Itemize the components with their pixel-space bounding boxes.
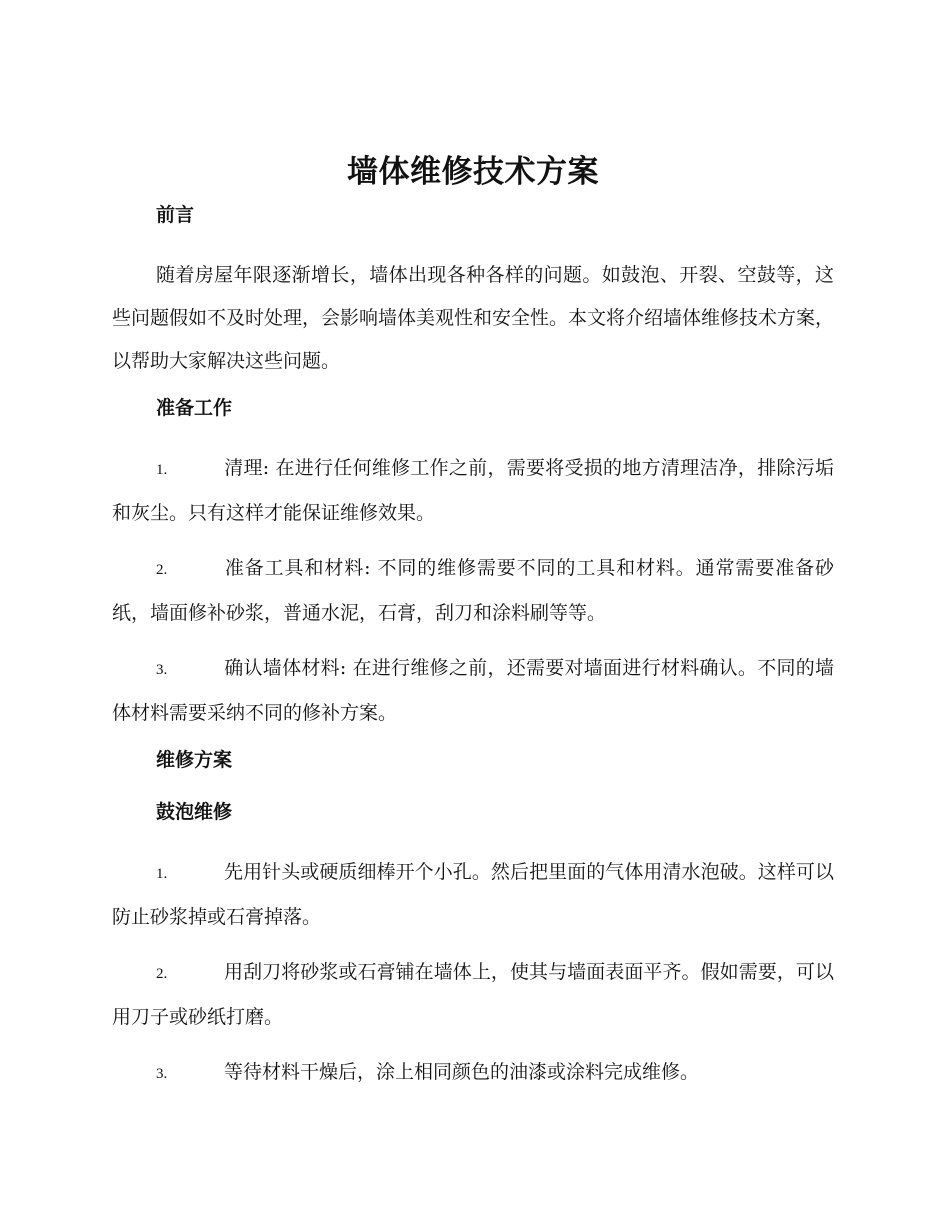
- heading-preface: 前言: [156, 204, 195, 226]
- list-number: 2.: [156, 562, 168, 578]
- list-text: 用刮刀将砂浆或石膏铺在墙体上，使其与墙面表面平齐。假如需要，可以用刀子或砂纸打磨。: [112, 961, 834, 1028]
- list-item: [112, 951, 834, 1039]
- preface-paragraph: 随着房屋年限逐渐增长，墙体出现各种各样的问题。如鼓泡、开裂、空鼓等，这些问题假如不及时处理，会影响墙体美观性和安全性。本文将介绍墙体维修技术方案，以帮助大家解决这些问题。: [112, 264, 835, 372]
- list-number: 1.: [156, 866, 168, 882]
- list-item: [112, 647, 834, 735]
- list-text: 清理: 在进行任何维修工作之前，需要将受损的地方清理洁净，排除污垢和灰尘。只有这样才能保证维修效果。: [112, 457, 834, 524]
- list-item: [112, 447, 834, 535]
- document-body: [112, 150, 834, 1108]
- list-number: 3.: [156, 1066, 168, 1082]
- list-item: [112, 1051, 834, 1096]
- list-number: 2.: [156, 966, 168, 982]
- list-item: [112, 851, 834, 939]
- list-text: 准备工具和材料: 不同的维修需要不同的工具和材料。通常需要准备砂纸，墙面修补砂浆，普通水泥，石膏，刮刀和涂料刷等等。: [112, 557, 834, 624]
- heading-bubble-repair: 鼓泡维修: [156, 801, 233, 823]
- list-number: 1.: [156, 462, 168, 478]
- list-text: 先用针头或硬质细棒开个小孔。然后把里面的气体用清水泡破。这样可以防止砂浆掉或石膏掉落。: [112, 861, 834, 928]
- list-number: 3.: [156, 662, 168, 678]
- list-item: [112, 547, 834, 635]
- list-text: 确认墙体材料: 在进行维修之前，还需要对墙面进行材料确认。不同的墙体材料需要采纳不同的修补方案。: [112, 657, 834, 724]
- document-title: 墙体维修技术方案: [347, 154, 599, 190]
- heading-repair-plan: 维修方案: [156, 749, 233, 771]
- list-text: 等待材料干燥后，涂上相同颜色的油漆或涂料完成维修。: [224, 1061, 700, 1083]
- heading-preparation: 准备工作: [156, 397, 233, 419]
